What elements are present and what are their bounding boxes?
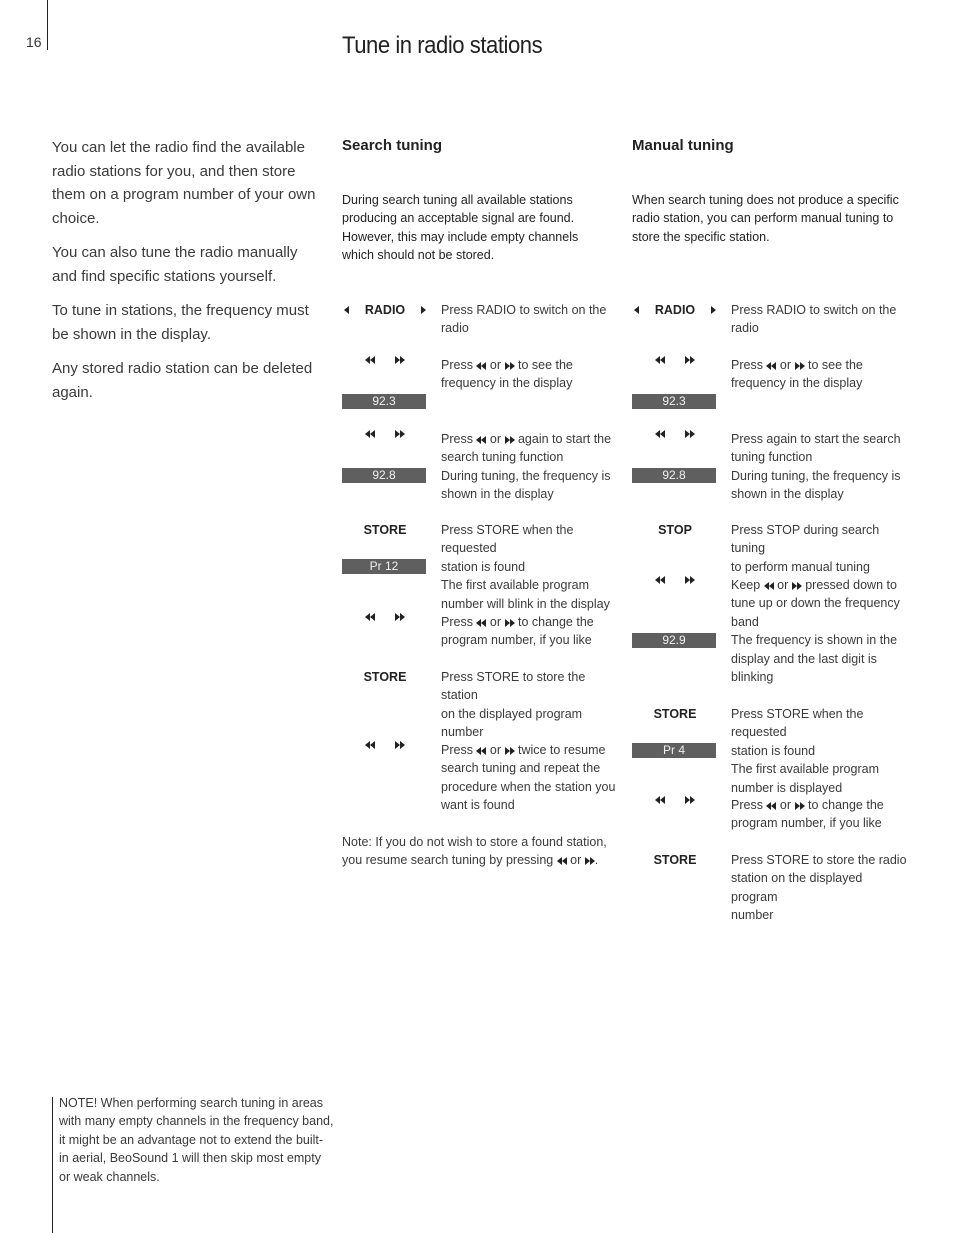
- search-note-line: you resume search tuning by pressing or .: [342, 853, 599, 868]
- triangle-right-icon: [797, 582, 802, 590]
- step-description-line: The first available program: [731, 762, 879, 777]
- step-description-line: procedure when the station you: [441, 779, 616, 794]
- fast-forward-icon: [505, 619, 515, 627]
- triangle-right-icon: [421, 306, 426, 314]
- step-description: [731, 301, 909, 338]
- rewind-icon: [476, 436, 486, 444]
- step-description-line: station is found: [441, 559, 526, 574]
- arrow-keys: [632, 796, 718, 804]
- bottom-note-line: or weak channels.: [59, 1169, 160, 1184]
- display-readout: 92.8: [342, 468, 426, 483]
- step-description-line: shown in the display: [731, 487, 844, 502]
- intro-text: [52, 136, 322, 415]
- triangle-left-icon: [370, 613, 375, 621]
- triangle-right-icon: [510, 436, 515, 444]
- arrow-keys: [342, 613, 428, 621]
- step-description-line: display and the last digit is: [731, 651, 877, 666]
- step-description-line: Press STOP during search tuning: [731, 523, 880, 556]
- step-description-line: During tuning, the frequency is: [441, 468, 611, 483]
- triangle-left-icon: [370, 741, 375, 749]
- rewind-icon: [655, 576, 665, 584]
- bottom-note-line: with many empty channels in the frequency band,: [59, 1114, 334, 1129]
- step-description-line: tuning function: [731, 450, 813, 465]
- search-tuning-note: [342, 833, 622, 870]
- fast-forward-icon: [795, 802, 805, 810]
- triangle-left-icon: [370, 430, 375, 438]
- triangle-left-icon: [370, 356, 375, 364]
- step-description-line: tune up or down the frequency: [731, 596, 900, 611]
- fast-forward-icon: [505, 436, 515, 444]
- rewind-icon: [365, 613, 375, 621]
- step-description: [441, 613, 619, 650]
- fast-forward-icon: [395, 430, 405, 438]
- triangle-right-icon: [400, 356, 405, 364]
- step-description-line: Press or to change the: [731, 798, 884, 812]
- rewind-icon: [476, 362, 486, 370]
- display-readout: 92.8: [632, 468, 716, 483]
- step-description-line: shown in the display: [441, 487, 554, 502]
- store-key: STORE: [363, 523, 407, 537]
- page-number: 16: [26, 34, 42, 50]
- step-description-line: Press or twice to resume: [441, 743, 606, 757]
- radio-key-label: RADIO: [654, 303, 696, 317]
- triangle-right-icon: [510, 747, 515, 755]
- arrow-keys: [632, 430, 718, 438]
- step-description-line: number is displayed: [731, 780, 843, 795]
- page-title: Tune in radio stations: [342, 32, 543, 59]
- triangle-left-icon: [481, 362, 486, 370]
- rewind-icon: [766, 362, 776, 370]
- rewind-icon: [476, 747, 486, 755]
- step-description: [731, 430, 909, 504]
- arrow-keys: [342, 356, 428, 364]
- triangle-right-icon: [690, 430, 695, 438]
- radio-key: [632, 301, 718, 319]
- store-key: STORE: [653, 853, 697, 867]
- triangle-left-icon: [344, 306, 349, 314]
- step-description-line: number: [731, 908, 774, 923]
- step-description-line: Press or to change the: [441, 615, 594, 629]
- manual-tuning-lead: When search tuning does not produce a specific radio station, you can perform manual tuning to store the specific station.: [632, 193, 899, 244]
- step-description: [731, 521, 909, 576]
- display-readout: 92.3: [342, 394, 426, 409]
- step-description-line: search tuning and repeat the: [441, 761, 601, 776]
- step-description-line: number: [441, 725, 484, 740]
- triangle-left-icon: [771, 362, 776, 370]
- display-readout: Pr 4: [632, 743, 716, 758]
- triangle-left-icon: [481, 619, 486, 627]
- step-description-line: station on the displayed program: [731, 871, 863, 904]
- triangle-left-icon: [769, 582, 774, 590]
- step-description-line: on the displayed program: [441, 706, 583, 721]
- triangle-right-icon: [711, 306, 716, 314]
- triangle-right-icon: [590, 857, 595, 865]
- display-readout: Pr 12: [342, 559, 426, 574]
- step-description: [731, 576, 909, 686]
- step-description-line: The first available program: [441, 578, 589, 593]
- step-description: [441, 521, 619, 613]
- fast-forward-icon: [505, 747, 515, 755]
- step-description-line: Keep or pressed down to: [731, 578, 897, 592]
- store-key: STORE: [653, 707, 697, 721]
- triangle-left-icon: [660, 430, 665, 438]
- arrow-keys: [342, 741, 428, 749]
- triangle-right-icon: [800, 802, 805, 810]
- triangle-left-icon: [481, 436, 486, 444]
- step-description-line: number will blink in the display: [441, 596, 610, 611]
- step-description-line: band: [731, 614, 759, 629]
- triangle-right-icon: [400, 430, 405, 438]
- step-description-line: program number, if you like: [731, 816, 882, 831]
- step-description-line: Press again to start the search: [731, 432, 901, 446]
- step-description-line: Press or to see the: [441, 358, 573, 372]
- step-description-line: frequency in the display: [731, 376, 863, 391]
- bottom-note-line: in aerial, BeoSound 1 will then skip most empty: [59, 1151, 321, 1166]
- step-description-line: During tuning, the frequency is: [731, 468, 901, 483]
- step-description: [731, 796, 909, 833]
- radio-key-label: RADIO: [364, 303, 406, 317]
- intro-paragraph: You can also tune the radio manually and find specific stations yourself.: [52, 244, 298, 285]
- step-description: [731, 851, 909, 925]
- triangle-right-icon: [510, 362, 515, 370]
- fast-forward-icon: [395, 356, 405, 364]
- fast-forward-icon: [585, 857, 595, 865]
- fast-forward-icon: [685, 356, 695, 364]
- step-description-line: program number, if you like: [441, 633, 592, 648]
- fast-forward-icon: [505, 362, 515, 370]
- top-margin-rule: [47, 0, 48, 50]
- display-readout: 92.9: [632, 633, 716, 648]
- triangle-right-icon: [690, 796, 695, 804]
- step-description-line: Press RADIO to switch on the: [731, 303, 897, 317]
- triangle-right-icon: [690, 356, 695, 364]
- step-description: [731, 356, 909, 393]
- step-description-line: Press STORE to store the station: [441, 670, 586, 703]
- triangle-right-icon: [510, 619, 515, 627]
- triangle-right-icon: [800, 362, 805, 370]
- intro-paragraph: Any stored radio station can be deleted again.: [52, 360, 313, 401]
- search-note-line: Note: If you do not wish to store a found station,: [342, 835, 607, 849]
- radio-key: [342, 301, 428, 319]
- rewind-icon: [476, 619, 486, 627]
- bottom-note-line: it might be an advantage not to extend the built-: [59, 1132, 324, 1147]
- bottom-note-line: NOTE! When performing search tuning in areas: [59, 1096, 324, 1110]
- triangle-right-icon: [400, 613, 405, 621]
- arrow-keys: [632, 356, 718, 364]
- rewind-icon: [655, 356, 665, 364]
- step-description-line: want is found: [441, 798, 515, 813]
- triangle-left-icon: [562, 857, 567, 865]
- rewind-icon: [557, 857, 567, 865]
- step-description-line: to perform manual tuning: [731, 559, 870, 574]
- fast-forward-icon: [685, 576, 695, 584]
- triangle-right-icon: [400, 741, 405, 749]
- triangle-left-icon: [771, 802, 776, 810]
- step-description-line: Press STORE to store the radio: [731, 853, 907, 867]
- step-description: [441, 430, 619, 504]
- step-description-line: radio: [441, 321, 469, 336]
- triangle-left-icon: [660, 356, 665, 364]
- triangle-left-icon: [481, 747, 486, 755]
- search-tuning-lead: During search tuning all available stations producing an acceptable signal are found. However, this may include empty channels which should not be stored.: [342, 193, 579, 263]
- step-description: [731, 705, 909, 797]
- fast-forward-icon: [685, 430, 695, 438]
- step-description-line: Press or again to start the: [441, 432, 612, 446]
- fast-forward-icon: [395, 741, 405, 749]
- search-tuning-heading: Search tuning: [342, 137, 443, 154]
- rewind-icon: [655, 796, 665, 804]
- step-description-line: Press or to see the: [731, 358, 863, 372]
- stop-key: STOP: [658, 523, 692, 537]
- triangle-left-icon: [660, 796, 665, 804]
- arrow-keys: [632, 576, 718, 584]
- step-description: [441, 301, 619, 338]
- fast-forward-icon: [795, 362, 805, 370]
- rewind-icon: [365, 430, 375, 438]
- intro-paragraph: To tune in stations, the frequency must be shown in the display.: [52, 302, 309, 343]
- fast-forward-icon: [395, 613, 405, 621]
- fast-forward-icon: [792, 582, 802, 590]
- step-description-line: Press STORE when the requested: [441, 523, 574, 556]
- step-description-line: Press RADIO to switch on the: [441, 303, 607, 317]
- rewind-icon: [655, 430, 665, 438]
- bottom-margin-rule: [52, 1097, 53, 1233]
- step-description: [441, 356, 619, 393]
- rewind-icon: [365, 741, 375, 749]
- rewind-icon: [766, 802, 776, 810]
- step-description-line: radio: [731, 321, 759, 336]
- triangle-left-icon: [634, 306, 639, 314]
- store-key: STORE: [363, 670, 407, 684]
- step-description: [441, 741, 619, 815]
- triangle-left-icon: [660, 576, 665, 584]
- fast-forward-icon: [685, 796, 695, 804]
- step-description-line: station is found: [731, 743, 816, 758]
- step-description-line: search tuning function: [441, 450, 564, 465]
- step-description: [441, 668, 619, 742]
- intro-paragraph: You can let the radio find the available radio stations for you, and then store them on a program number of your own choice.: [52, 139, 316, 227]
- bottom-note: [59, 1094, 339, 1186]
- manual-tuning-heading: Manual tuning: [632, 137, 734, 154]
- step-description-line: The frequency is shown in the: [731, 633, 898, 648]
- display-readout: 92.3: [632, 394, 716, 409]
- triangle-right-icon: [690, 576, 695, 584]
- rewind-icon: [365, 356, 375, 364]
- rewind-icon: [764, 582, 774, 590]
- step-description-line: frequency in the display: [441, 376, 573, 391]
- step-description-line: blinking: [731, 670, 774, 685]
- step-description-line: Press STORE when the requested: [731, 707, 864, 740]
- arrow-keys: [342, 430, 428, 438]
